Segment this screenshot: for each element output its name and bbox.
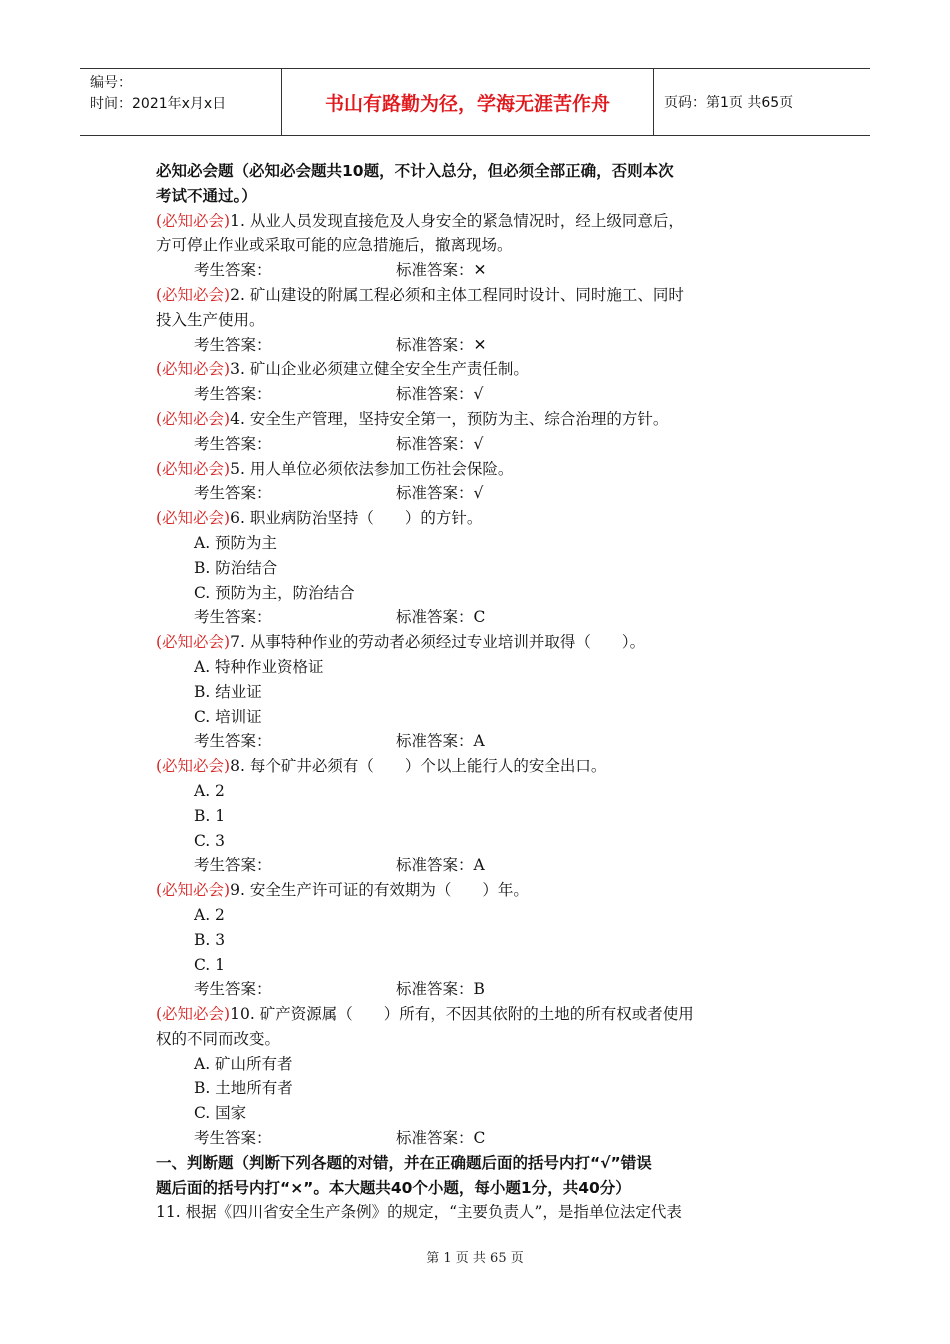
question-number: 6. bbox=[230, 509, 245, 528]
standard-answer-label: 标准答案： bbox=[396, 434, 474, 453]
question-number: 3. bbox=[230, 360, 245, 379]
option-item: A. 特种作业资格证 bbox=[194, 657, 324, 676]
option-item: C. 3 bbox=[194, 831, 226, 850]
standard-answer-value: C bbox=[473, 608, 486, 627]
standard-answer-label: 标准答案： bbox=[396, 385, 474, 404]
question-number: 4. bbox=[230, 409, 245, 428]
answer-row bbox=[156, 382, 806, 407]
standard-answer-label: 标准答案： bbox=[396, 732, 474, 751]
examinee-answer-label: 考生答案： bbox=[194, 732, 272, 751]
question-number: 5. bbox=[230, 459, 245, 478]
examinee-answer-label: 考生答案： bbox=[194, 434, 272, 453]
answer-row bbox=[156, 432, 806, 457]
standard-answer-label: 标准答案： bbox=[396, 856, 474, 875]
option-item: B. 3 bbox=[194, 930, 226, 949]
standard-answer-value: B bbox=[473, 980, 485, 999]
question-tag: (必知必会) bbox=[156, 1005, 231, 1024]
option-item: C. 培训证 bbox=[194, 707, 262, 726]
standard-answer-value: A bbox=[473, 732, 485, 751]
option-item: A. 预防为主 bbox=[194, 533, 278, 552]
standard-answer-label: 标准答案： bbox=[396, 1129, 474, 1148]
option-item: C. 1 bbox=[194, 955, 226, 974]
question-tag: (必知必会) bbox=[156, 360, 231, 379]
option-item: B. 防治结合 bbox=[194, 558, 278, 577]
question-text: 从事特种作业的劳动者必须经过专业培训并取得（ ）。 bbox=[249, 633, 646, 652]
question-text: 每个矿井必须有（ ）个以上能行人的安全出口。 bbox=[249, 757, 607, 776]
question-tag: (必知必会) bbox=[156, 409, 231, 428]
question-number: 10. bbox=[230, 1005, 255, 1024]
answer-row bbox=[156, 977, 806, 1002]
standard-answer-value: √ bbox=[473, 484, 484, 503]
question-continuation: 投入生产使用。 bbox=[156, 310, 265, 329]
header-table bbox=[80, 68, 870, 136]
answer-row bbox=[156, 258, 806, 283]
examinee-answer-label: 考生答案： bbox=[194, 385, 272, 404]
standard-answer-value: C bbox=[473, 1129, 486, 1148]
question-continuation: 方可停止作业或采取可能的应急措施后，撤离现场。 bbox=[156, 236, 513, 255]
question-continuation: 权的不同而改变。 bbox=[156, 1029, 281, 1048]
answer-row bbox=[156, 1126, 806, 1151]
standard-answer-value: A bbox=[473, 856, 485, 875]
question-text: 安全生产许可证的有效期为（ ）年。 bbox=[249, 881, 529, 900]
question-line bbox=[156, 407, 806, 432]
question-number: 8. bbox=[230, 757, 245, 776]
section-heading-line-2: 题后面的括号内打“×”。本大题共40个小题，每小题1分，共40分） bbox=[156, 1178, 631, 1197]
answer-row bbox=[156, 729, 806, 754]
time-label: 时间：2021年x月x日 bbox=[90, 96, 227, 112]
question-line bbox=[156, 283, 806, 308]
question-text: 矿产资源属（ ）所有，不因其依附的土地的所有权或者使用 bbox=[259, 1005, 694, 1024]
question-tag: (必知必会) bbox=[156, 509, 231, 528]
question-line bbox=[156, 357, 806, 382]
question-number: 9. bbox=[230, 881, 245, 900]
question-line bbox=[156, 878, 806, 903]
question-line bbox=[156, 209, 806, 234]
question-text: 用人单位必须依法参加工伤社会保险。 bbox=[249, 459, 514, 478]
examinee-answer-label: 考生答案： bbox=[194, 608, 272, 627]
question-line bbox=[156, 1002, 806, 1027]
question-tag: (必知必会) bbox=[156, 285, 231, 304]
question-tag: (必知必会) bbox=[156, 633, 231, 652]
document-body bbox=[156, 159, 806, 1225]
option-item: C. 预防为主，防治结合 bbox=[194, 583, 355, 602]
examinee-answer-label: 考生答案： bbox=[194, 1129, 272, 1148]
option-item: A. 矿山所有者 bbox=[194, 1054, 293, 1073]
question-line bbox=[156, 506, 806, 531]
question-number: 7. bbox=[230, 633, 245, 652]
standard-answer-label: 标准答案： bbox=[396, 608, 474, 627]
question-11: 11. 根据《四川省安全生产条例》的规定，“主要负责人”，是指单位法定代表 bbox=[156, 1203, 682, 1222]
examinee-answer-label: 考生答案： bbox=[194, 980, 272, 999]
question-line bbox=[156, 630, 806, 655]
answer-row bbox=[156, 481, 806, 506]
intro-line-1: 必知必会题（必知必会题共10题，不计入总分，但必须全部正确，否则本次 bbox=[156, 162, 674, 180]
question-text: 从业人员发现直接危及人身安全的紧急情况时，经上级同意后， bbox=[249, 211, 684, 230]
standard-answer-value: √ bbox=[473, 434, 484, 453]
option-item: B. 结业证 bbox=[194, 682, 262, 701]
standard-answer-value: √ bbox=[473, 385, 484, 404]
intro-line-2: 考试不通过。） bbox=[156, 186, 257, 205]
number-label: 编号： bbox=[90, 75, 132, 91]
examinee-answer-label: 考生答案： bbox=[194, 261, 272, 280]
page-footer: 第 1 页 共 65 页 bbox=[426, 1251, 524, 1266]
question-line bbox=[156, 754, 806, 779]
standard-answer-label: 标准答案： bbox=[396, 484, 474, 503]
standard-answer-label: 标准答案： bbox=[396, 980, 474, 999]
option-item: B. 土地所有者 bbox=[194, 1079, 293, 1098]
answer-row bbox=[156, 333, 806, 358]
option-item: A. 2 bbox=[194, 781, 225, 800]
question-line bbox=[156, 457, 806, 482]
examinee-answer-label: 考生答案： bbox=[194, 484, 272, 503]
examinee-answer-label: 考生答案： bbox=[194, 856, 272, 875]
answer-row bbox=[156, 605, 806, 630]
question-text: 职业病防治坚持（ ）的方针。 bbox=[249, 509, 483, 528]
motto: 书山有路勤为径，学海无涯苦作舟 bbox=[282, 69, 654, 135]
question-text: 矿山建设的附属工程必须和主体工程同时设计、同时施工、同时 bbox=[249, 285, 684, 304]
answer-row bbox=[156, 853, 806, 878]
standard-answer-value: ✕ bbox=[473, 261, 487, 280]
examinee-answer-label: 考生答案： bbox=[194, 335, 272, 354]
standard-answer-value: ✕ bbox=[473, 335, 487, 354]
question-tag: (必知必会) bbox=[156, 459, 231, 478]
question-text: 矿山企业必须建立健全安全生产责任制。 bbox=[249, 360, 529, 379]
question-number: 1. bbox=[230, 211, 245, 230]
page-info: 页码：第1页 共65页 bbox=[664, 95, 794, 111]
option-item: C. 国家 bbox=[194, 1104, 247, 1123]
question-tag: (必知必会) bbox=[156, 757, 231, 776]
question-text: 安全生产管理，坚持安全第一，预防为主、综合治理的方针。 bbox=[249, 409, 669, 428]
question-tag: (必知必会) bbox=[156, 881, 231, 900]
question-number: 2. bbox=[230, 285, 245, 304]
section-heading-line-1: 一、判断题（判断下列各题的对错，并在正确题后面的括号内打“√”错误 bbox=[156, 1153, 652, 1172]
option-item: B. 1 bbox=[194, 806, 226, 825]
header-left-cell bbox=[80, 69, 282, 135]
question-tag: (必知必会) bbox=[156, 211, 231, 230]
standard-answer-label: 标准答案： bbox=[396, 261, 474, 280]
option-item: A. 2 bbox=[194, 905, 225, 924]
question-list bbox=[156, 209, 806, 1151]
standard-answer-label: 标准答案： bbox=[396, 335, 474, 354]
